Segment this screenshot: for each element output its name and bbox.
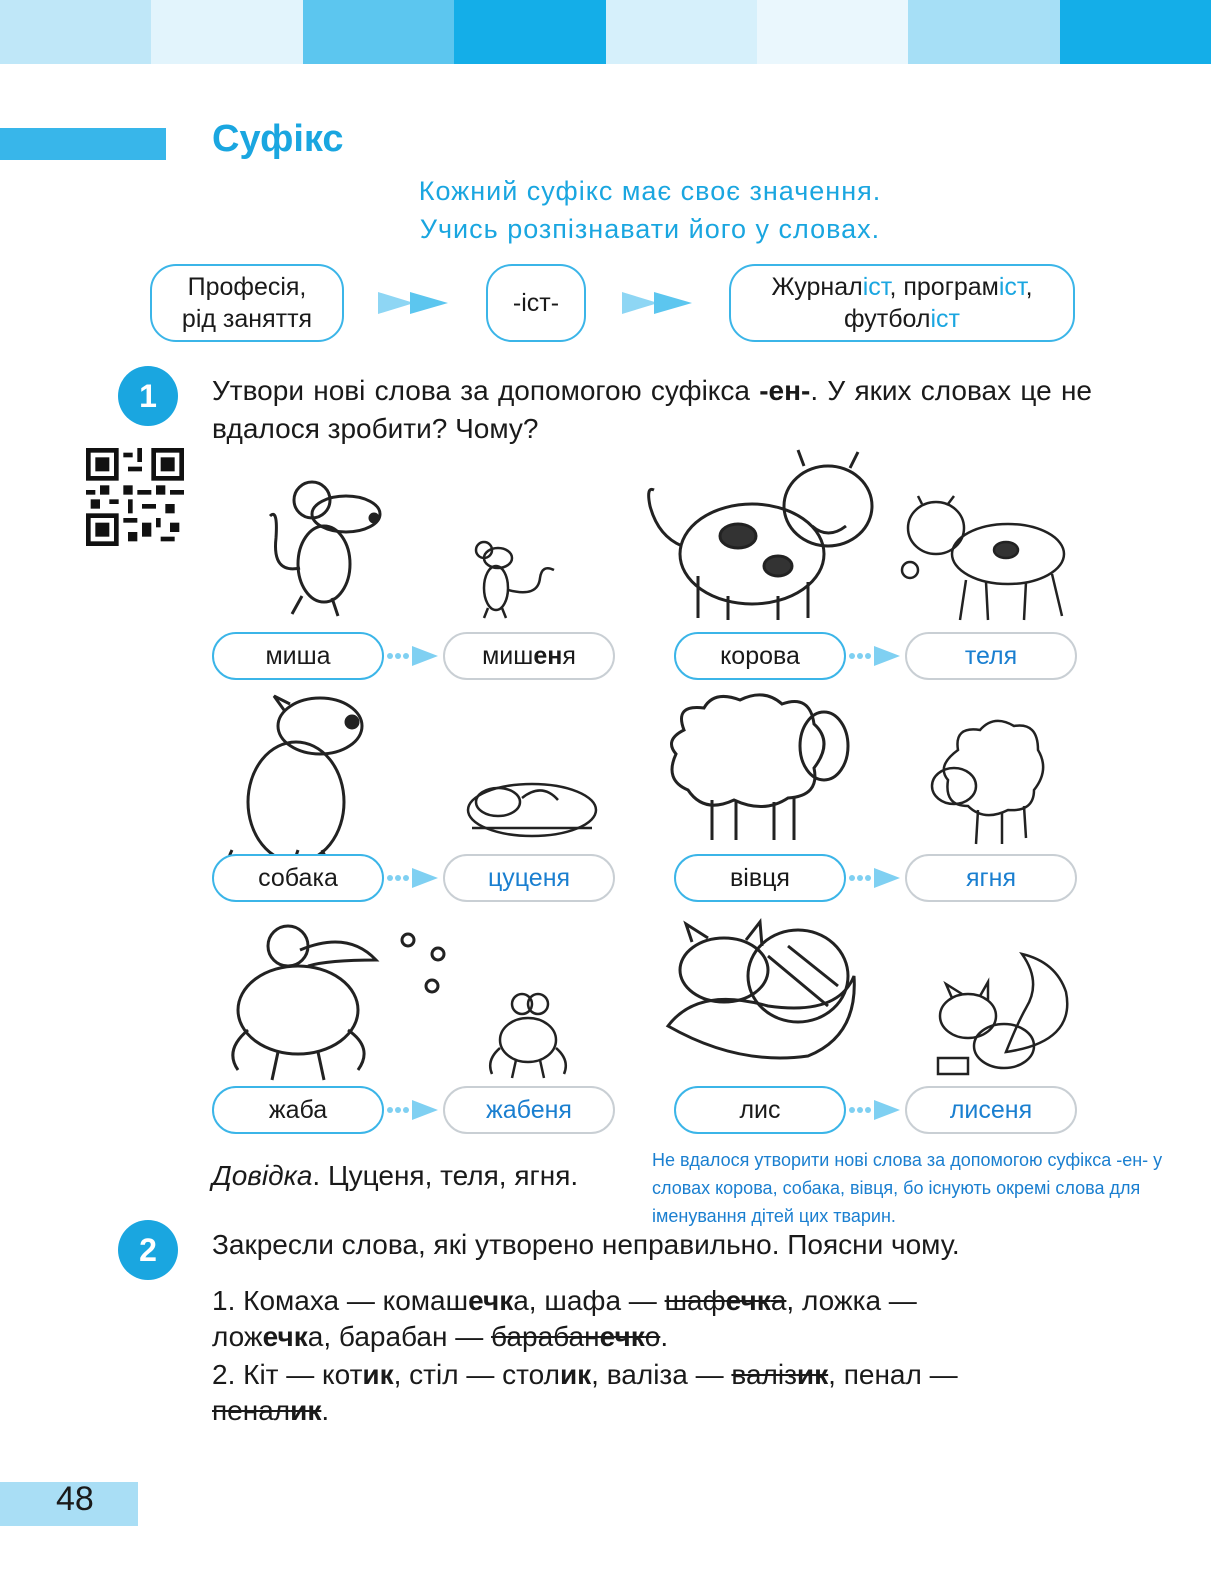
reference	[212, 1160, 578, 1192]
task1-text-a: Утвори нові слова за допомогою суфікса	[212, 375, 760, 406]
suffix-text: ик	[290, 1395, 322, 1426]
task1-text	[212, 372, 1092, 448]
qr-code-icon[interactable]	[86, 448, 184, 546]
given-word-box	[674, 632, 846, 680]
word-text: .	[660, 1321, 669, 1352]
crossed-word[interactable]	[491, 1321, 660, 1352]
exercise-line	[212, 1282, 1092, 1320]
answer-word: теля	[964, 641, 1018, 670]
given-word: вівця	[730, 863, 790, 892]
task-number: 1	[118, 366, 178, 426]
suffix-text: ик	[559, 1359, 592, 1390]
derived-stem: миш	[482, 641, 534, 670]
meaning-box	[150, 264, 344, 342]
given-word: лис	[739, 1095, 781, 1124]
answer-word: цуценя	[487, 863, 571, 892]
exercise-line	[212, 1318, 1092, 1356]
stripe	[606, 0, 757, 64]
derived-word-box[interactable]	[905, 632, 1077, 680]
dotted-arrow-icon	[848, 1098, 904, 1122]
word-text: 1. Комаха — комаш	[212, 1285, 469, 1316]
frog-picture	[218, 920, 458, 1086]
stripe	[303, 0, 454, 64]
page-title: Суфікс	[212, 118, 344, 160]
suffix-text: ечк	[599, 1321, 645, 1352]
word-text: а, шафа —	[513, 1285, 665, 1316]
suffix-box	[486, 264, 586, 342]
derived-ending: я	[562, 641, 576, 670]
mouse-picture	[262, 478, 392, 624]
sheep-picture	[664, 690, 864, 846]
example-stem: програм	[903, 273, 999, 301]
fox-picture	[658, 916, 864, 1066]
given-word: собака	[258, 863, 338, 892]
word-text: , стіл — стол	[393, 1359, 560, 1390]
reference-label: Довідка	[212, 1160, 313, 1191]
suffix-text: ик	[362, 1359, 394, 1390]
arrow-icon	[376, 288, 452, 318]
meaning-line-1: Професія,	[187, 273, 307, 301]
crossed-word[interactable]	[731, 1359, 828, 1390]
stripe	[757, 0, 908, 64]
suffix-text: ечк	[262, 1321, 308, 1352]
exercise-line	[212, 1356, 1092, 1394]
given-word: миша	[265, 641, 331, 670]
given-word: жаба	[268, 1095, 328, 1124]
page-number: 48	[56, 1480, 94, 1518]
title-marker	[0, 128, 166, 160]
stripe	[908, 0, 1059, 64]
dotted-arrow-icon	[386, 1098, 442, 1122]
suffix-label: -іст-	[512, 289, 560, 317]
word-text: а	[770, 1285, 787, 1316]
example-suffix: іст	[862, 273, 890, 301]
dotted-arrow-icon	[848, 644, 904, 668]
stripe	[454, 0, 605, 64]
task1-text-b: . У яких словах це не вдалося зробити? Чому?	[212, 375, 1093, 444]
crossed-word[interactable]	[212, 1395, 321, 1426]
given-word-box	[674, 1086, 846, 1134]
example-stem: Журнал	[771, 273, 863, 301]
example-stem: футбол	[843, 305, 931, 333]
word-text: лож	[212, 1321, 263, 1352]
dotted-arrow-icon	[386, 644, 442, 668]
suffix-text: ик	[796, 1359, 829, 1390]
given-word-box	[212, 632, 384, 680]
word-text: пенал	[212, 1395, 291, 1426]
derived-word-box[interactable]	[443, 1086, 615, 1134]
cow-picture	[628, 446, 882, 624]
puppy-picture	[462, 774, 602, 840]
task-number: 2	[118, 1220, 178, 1280]
given-word-box	[674, 854, 846, 902]
word-text: .	[321, 1395, 330, 1426]
example-suffix: іст	[930, 305, 960, 333]
derived-word-box[interactable]	[443, 632, 615, 680]
given-word-box	[212, 1086, 384, 1134]
dotted-arrow-icon	[848, 866, 904, 890]
given-word-box	[212, 854, 384, 902]
answer-note: Не вдалося утворити нові слова за допомогою суфікса -ен- у словах корова, собака, вівця, бо існують окремі слова для іменування дітей цих тварин.	[652, 1150, 1163, 1226]
header-stripes	[0, 0, 1211, 64]
word-text: о	[644, 1321, 661, 1352]
derived-word-box[interactable]	[443, 854, 615, 902]
froglet-picture	[482, 990, 574, 1080]
suffix-text: ечк	[725, 1285, 771, 1316]
stripe	[0, 0, 151, 64]
suffix-text: ечк	[468, 1285, 514, 1316]
baby-mouse-picture	[468, 538, 564, 622]
meaning-line-2: рід заняття	[181, 305, 313, 333]
task2-text: Закресли слова, які утворено неправильно. Поясни чому.	[212, 1229, 960, 1260]
calf-picture	[896, 494, 1076, 624]
derived-suffix: ен	[533, 641, 563, 670]
stripe	[1060, 0, 1211, 64]
word-text: 2. Кіт — кот	[212, 1359, 363, 1390]
answer-word: жабеня	[486, 1095, 572, 1124]
word-text: , валіза —	[591, 1359, 732, 1390]
answer-word: лисеня	[949, 1095, 1033, 1124]
examples-box	[729, 264, 1075, 342]
example-suffix: іст	[998, 273, 1026, 301]
arrow-icon	[620, 288, 696, 318]
crossed-word[interactable]	[665, 1285, 787, 1316]
word-text: валіз	[731, 1359, 797, 1390]
word-text: шаф	[664, 1285, 726, 1316]
rule-line-1: Кожний суфікс має своє значення.	[418, 176, 882, 206]
word-text: , ложка —	[786, 1285, 917, 1316]
lamb-picture	[924, 710, 1050, 850]
answer-word: ягня	[966, 863, 1016, 892]
task1-suffix: -ен-	[759, 375, 811, 406]
word-text: барабан	[491, 1321, 600, 1352]
reference-text: . Цуценя, теля, ягня.	[312, 1160, 579, 1191]
dotted-arrow-icon	[386, 866, 442, 890]
derived-word-box[interactable]	[905, 854, 1077, 902]
given-word: корова	[720, 641, 800, 670]
separator: ,	[1025, 273, 1033, 301]
separator: ,	[889, 273, 904, 301]
stripe	[151, 0, 302, 64]
fox-cub-picture	[926, 952, 1074, 1080]
word-text: , пенал —	[828, 1359, 958, 1390]
word-text: а, барабан —	[307, 1321, 492, 1352]
rule-line-2: Учись розпізнавати його у словах.	[419, 214, 881, 244]
exercise-line	[212, 1392, 1092, 1430]
derived-word-box[interactable]	[905, 1086, 1077, 1134]
